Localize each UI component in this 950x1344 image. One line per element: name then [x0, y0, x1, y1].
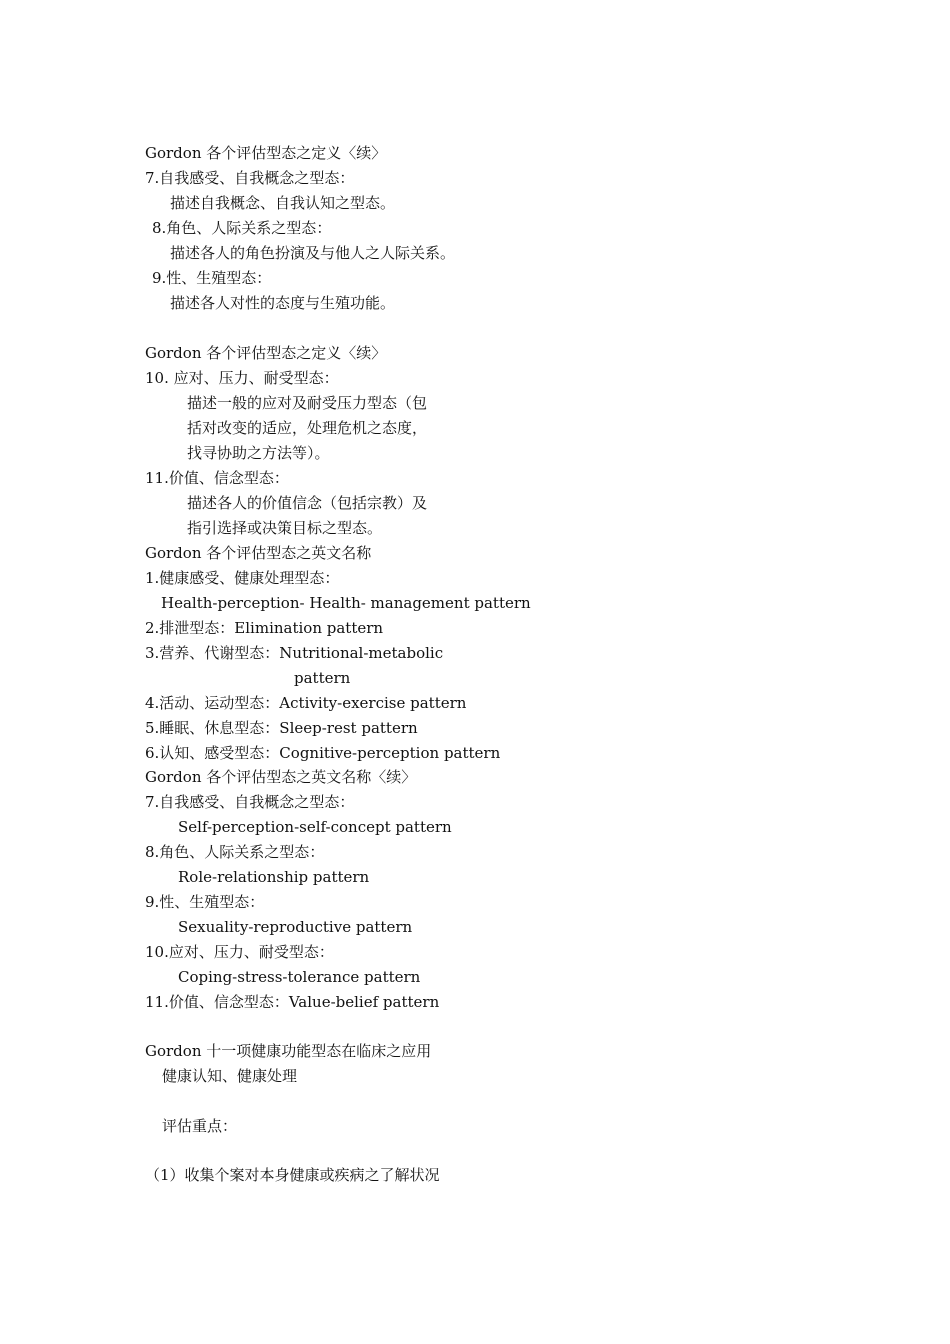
list-item: （1）收集个案对本身健康或疾病之了解状况	[145, 1166, 440, 1184]
section-heading: Gordon 各个评估型态之定义〈续〉	[145, 144, 387, 162]
list-item: 10.应对、压力、耐受型态：	[145, 943, 334, 961]
section-heading: Gordon 各个评估型态之定义〈续〉	[145, 344, 387, 362]
section-heading: Gordon 十一项健康功能型态在临床之应用	[145, 1042, 432, 1060]
list-item: 11.价值、信念型态：	[145, 469, 289, 487]
subheading: 健康认知、健康处理	[162, 1067, 298, 1085]
item-english-name: Self-perception-self-concept pattern	[178, 818, 452, 836]
item-english-name: Coping-stress-tolerance pattern	[178, 968, 421, 986]
list-item: 7.自我感受、自我概念之型态：	[145, 793, 355, 811]
list-item: 6.认知、感受型态：Cognitive-perception pattern	[145, 744, 501, 762]
item-english-name: pattern	[294, 669, 351, 687]
list-item: 11.价值、信念型态：Value-belief pattern	[145, 993, 440, 1011]
section-heading: Gordon 各个评估型态之英文名称	[145, 544, 372, 562]
item-description: 描述一般的应对及耐受压力型态（包	[187, 394, 428, 412]
item-english-name: Health-perception- Health- management pattern	[161, 594, 531, 612]
list-item: 8.角色、人际关系之型态：	[152, 219, 332, 237]
item-english-name: Role-relationship pattern	[178, 868, 370, 886]
item-description: 描述各人的价值信念（包括宗教）及	[187, 494, 428, 512]
item-description: 描述各人对性的态度与生殖功能。	[170, 294, 396, 312]
item-description: 描述自我概念、自我认知之型态。	[170, 194, 396, 212]
list-item: 4.活动、运动型态：Activity-exercise pattern	[145, 694, 467, 712]
list-item: 2.排泄型态：Elimination pattern	[145, 619, 384, 637]
item-description: 找寻协助之方法等）。	[187, 444, 330, 462]
list-item: 3.营养、代谢型态：Nutritional-metabolic	[145, 644, 444, 662]
list-item: 10. 应对、压力、耐受型态：	[145, 369, 339, 387]
list-item: 8.角色、人际关系之型态：	[145, 843, 325, 861]
section-heading: Gordon 各个评估型态之英文名称〈续〉	[145, 768, 417, 786]
subheading: 评估重点：	[162, 1117, 238, 1135]
item-description: 指引选择或决策目标之型态。	[187, 519, 383, 537]
item-description: 括对改变的适应，处理危机之态度，	[187, 419, 428, 437]
item-english-name: Sexuality-reproductive pattern	[178, 918, 413, 936]
item-description: 描述各人的角色扮演及与他人之人际关系。	[170, 244, 456, 262]
list-item: 1.健康感受、健康处理型态：	[145, 569, 340, 587]
list-item: 9.性、生殖型态：	[145, 893, 265, 911]
list-item: 9.性、生殖型态：	[152, 269, 272, 287]
list-item: 7.自我感受、自我概念之型态：	[145, 169, 355, 187]
list-item: 5.睡眠、休息型态：Sleep-rest pattern	[145, 719, 418, 737]
